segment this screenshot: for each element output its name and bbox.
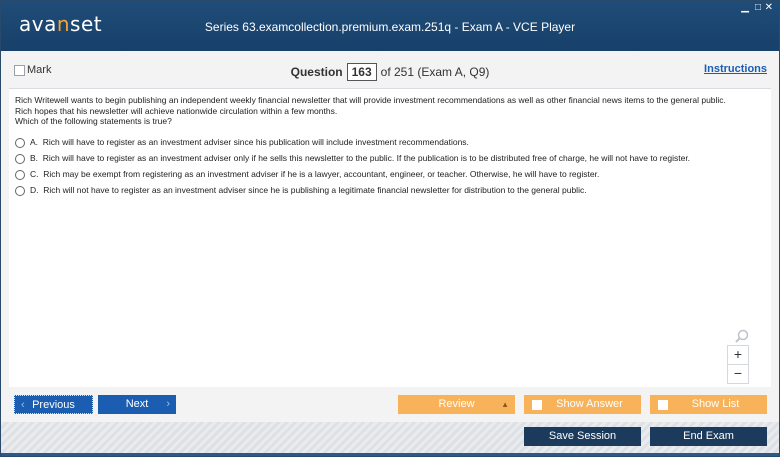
answer-option-d[interactable] bbox=[15, 185, 587, 196]
previous-label: Previous bbox=[32, 399, 75, 411]
answer-option-c[interactable] bbox=[15, 169, 599, 180]
stem-line: Rich Writewell wants to begin publishing an independent weekly financial newsletter that will provide investment recommendations as well as other financial news items to the general public. bbox=[15, 95, 726, 105]
option-text: Rich will have to register as an investment adviser since his publication will include investment recommendations. bbox=[42, 137, 469, 147]
end-exam-button[interactable]: End Exam bbox=[650, 427, 767, 446]
radio-button[interactable] bbox=[15, 154, 25, 164]
checkbox-icon[interactable] bbox=[658, 400, 668, 410]
show-answer-label: Show Answer bbox=[556, 398, 623, 410]
option-letter: C. bbox=[30, 169, 39, 179]
close-icon[interactable]: ✕ bbox=[764, 2, 773, 13]
instructions-link[interactable]: Instructions bbox=[704, 63, 767, 75]
next-button[interactable] bbox=[98, 395, 176, 414]
chevron-left-icon: ‹ bbox=[21, 399, 25, 411]
option-text: Rich will have to register as an investment adviser only if he sells this newsletter to the public. If the publication is to be distributed free of charge, he will not have to register. bbox=[42, 153, 691, 163]
question-number-input[interactable]: 163 bbox=[347, 63, 377, 81]
navigation-bar bbox=[1, 388, 779, 422]
title-bar bbox=[1, 1, 779, 51]
radio-button[interactable] bbox=[15, 186, 25, 196]
option-letter: D. bbox=[30, 185, 39, 195]
logo-text-2: set bbox=[70, 12, 103, 36]
zoom-out-button[interactable]: − bbox=[727, 364, 749, 384]
logo-text-accent: n bbox=[56, 12, 71, 36]
review-label: Review bbox=[438, 398, 475, 410]
option-letter: A. bbox=[30, 137, 39, 147]
minimize-icon[interactable]: ▁ bbox=[741, 2, 749, 13]
answer-option-a[interactable] bbox=[15, 137, 469, 148]
checkbox-icon[interactable] bbox=[532, 400, 542, 410]
review-button[interactable] bbox=[398, 395, 515, 414]
save-session-button[interactable]: Save Session bbox=[524, 427, 641, 446]
previous-button[interactable] bbox=[14, 395, 93, 414]
maximize-icon[interactable]: □ bbox=[754, 2, 761, 13]
next-label: Next bbox=[125, 398, 149, 410]
stem-line: Rich hopes that his newsletter will achieve nationwide circulation within a few months. bbox=[15, 105, 338, 116]
question-total: of 251 (Exam A, Q9) bbox=[380, 65, 490, 79]
option-text: Rich will not have to register as an investment adviser since he is publishing a legitimate financial newsletter for distribution to the general public. bbox=[43, 185, 587, 195]
show-answer-button[interactable] bbox=[524, 395, 641, 414]
question-stem bbox=[15, 95, 765, 127]
chevron-right-icon: › bbox=[166, 398, 170, 410]
stem-line: Which of the following statements is true? bbox=[15, 116, 172, 126]
option-text: Rich may be exempt from registering as an investment adviser if he is a lawyer, accountant, engineer, or teacher. Otherwise, he will have to register. bbox=[43, 169, 600, 179]
question-counter bbox=[1, 63, 779, 81]
zoom-in-button[interactable]: + bbox=[727, 345, 749, 365]
question-label: Question bbox=[290, 65, 343, 79]
triangle-up-icon: ▲ bbox=[501, 400, 509, 409]
question-panel bbox=[9, 88, 771, 387]
radio-button[interactable] bbox=[15, 138, 25, 148]
logo-text-1: ava bbox=[19, 12, 57, 36]
mark-label[interactable]: Mark bbox=[27, 64, 52, 76]
answer-option-b[interactable] bbox=[15, 153, 690, 164]
window-title: Series 63.examcollection.premium.exam.251q - Exam A - VCE Player bbox=[204, 20, 576, 34]
magnifier-icon bbox=[735, 329, 749, 346]
show-list-label: Show List bbox=[691, 398, 740, 410]
show-list-button[interactable] bbox=[650, 395, 767, 414]
option-letter: B. bbox=[30, 153, 39, 163]
footer-bar bbox=[1, 422, 779, 456]
bottom-border bbox=[1, 453, 779, 456]
radio-button[interactable] bbox=[15, 170, 25, 180]
